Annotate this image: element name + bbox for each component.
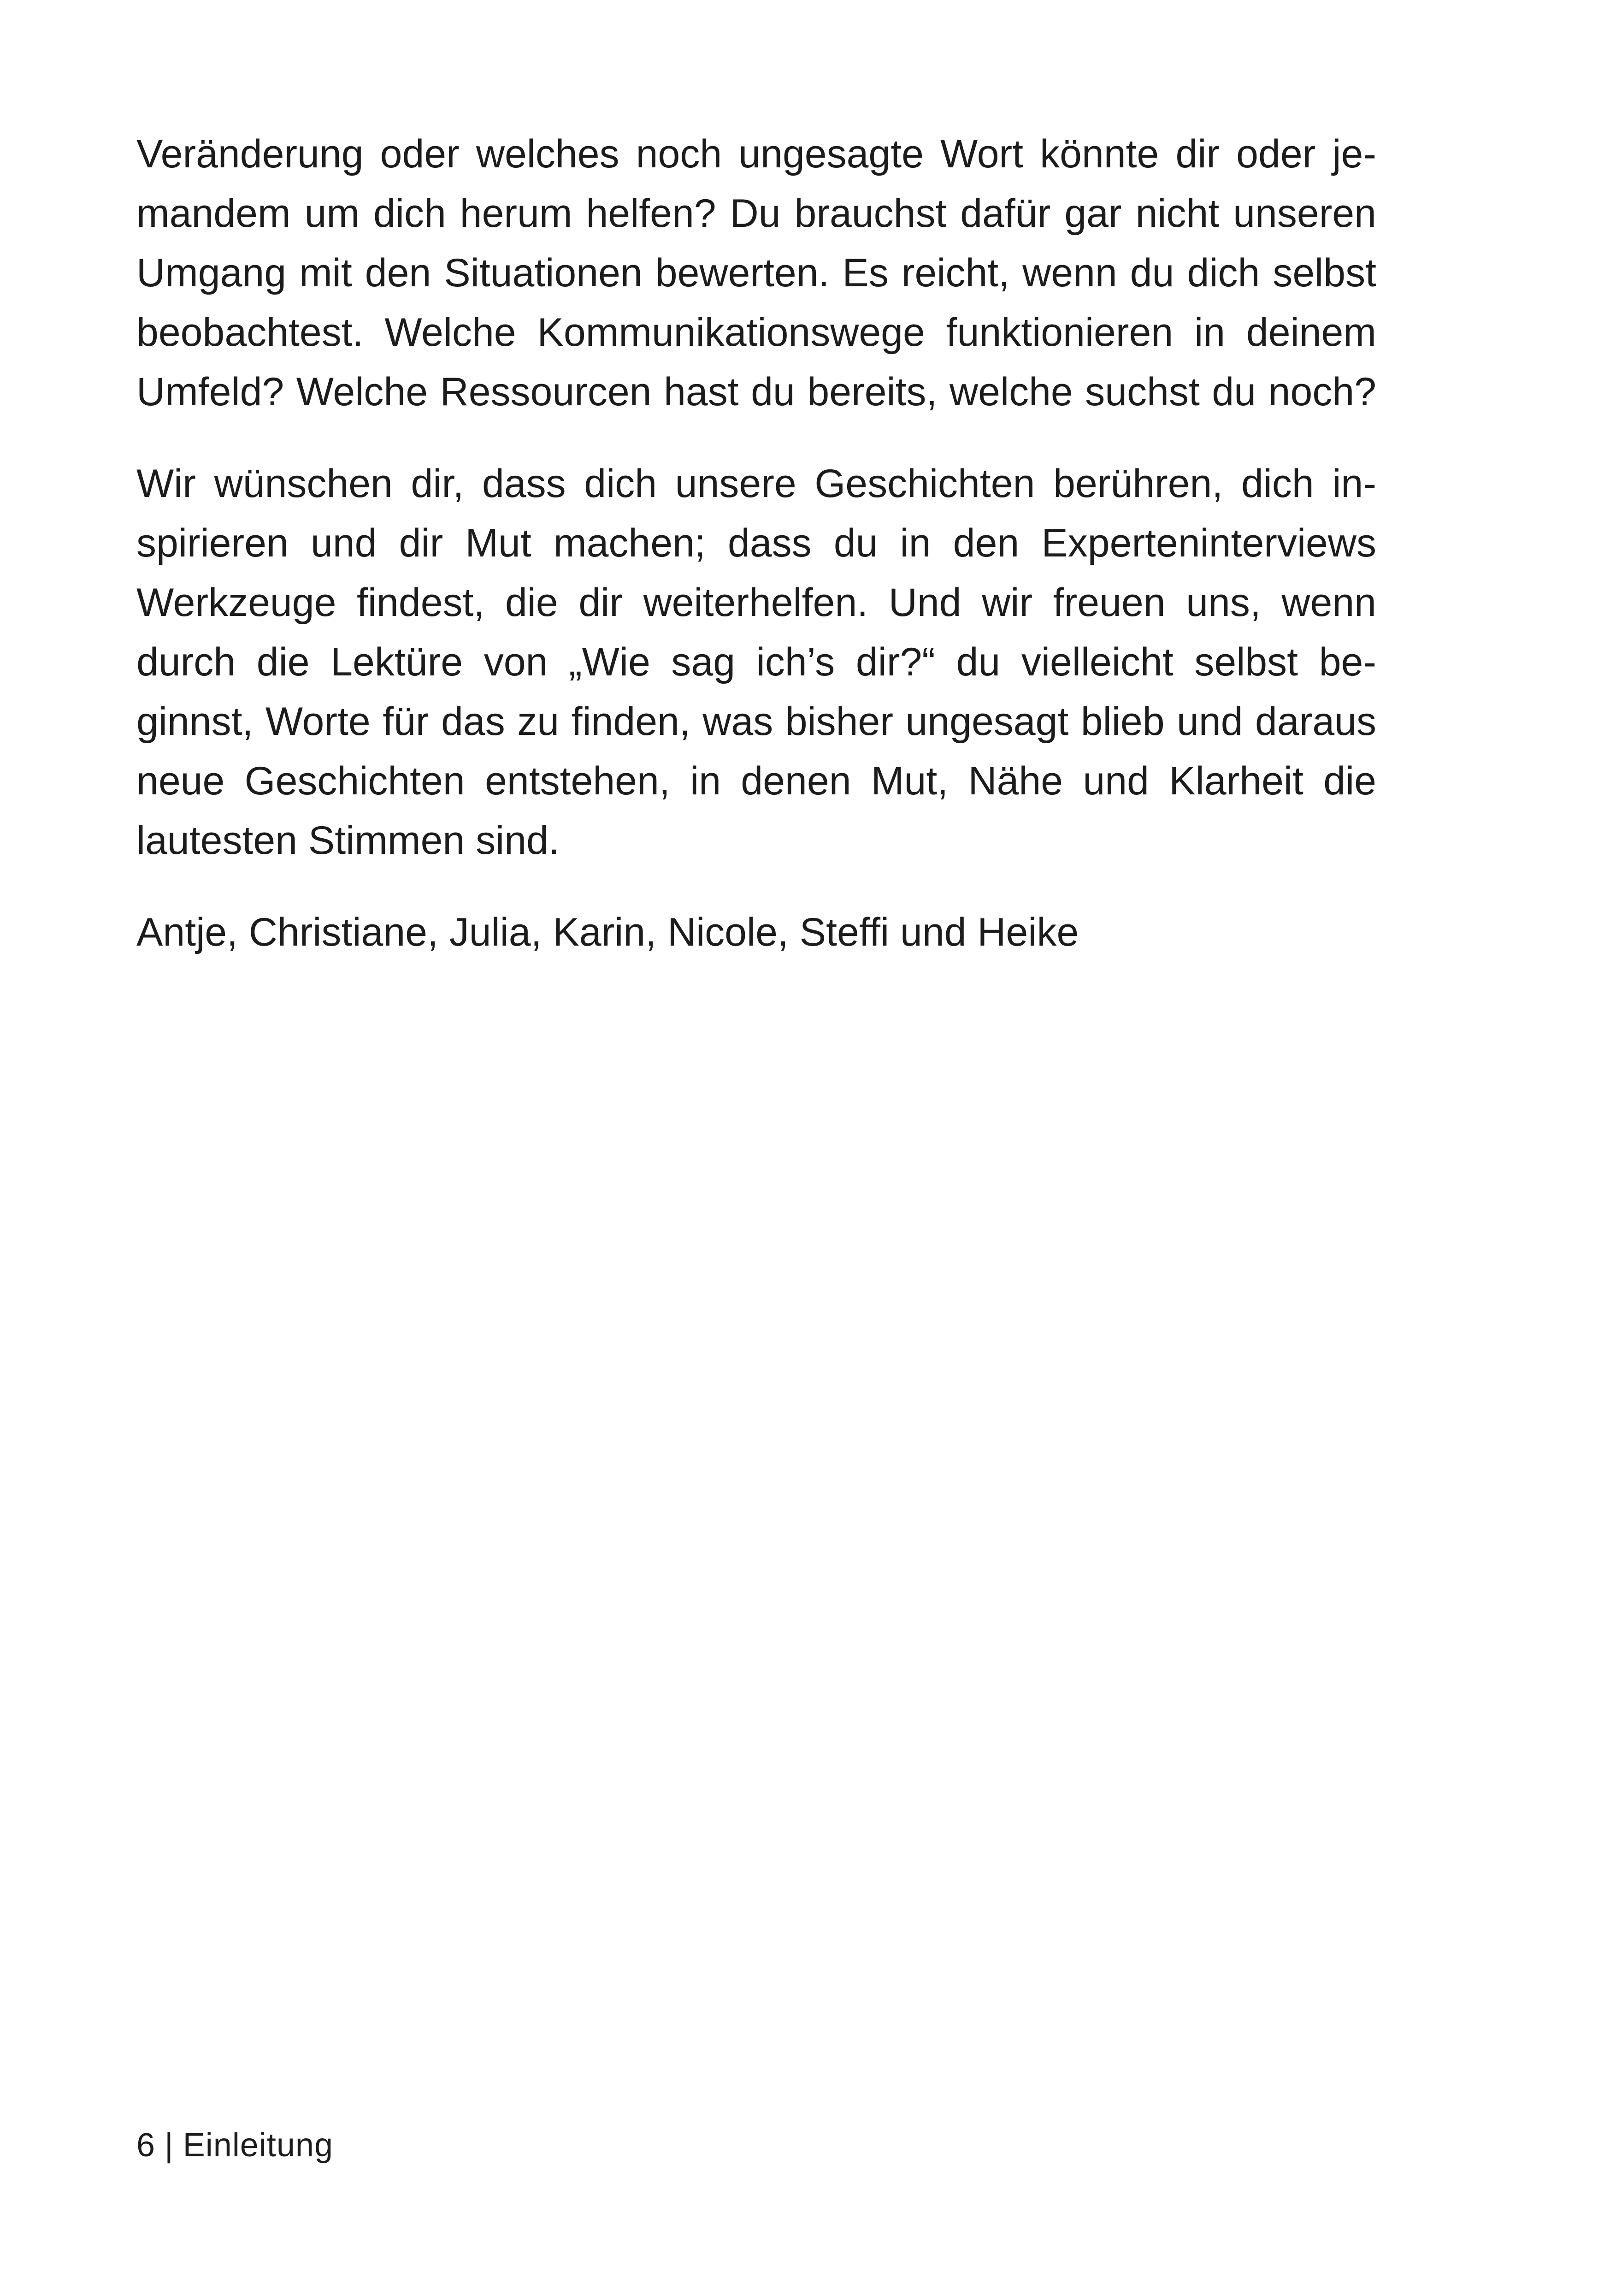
text-line: mandem um dich herum helfen? Du brauchst dafür gar nicht unseren xyxy=(136,191,1376,236)
text-line: Wir wünschen dir, dass dich unsere Geschichten berühren, dich in- xyxy=(136,462,1376,506)
text-line: lautesten Stimmen sind. xyxy=(136,818,560,863)
text-line: neue Geschichten entstehen, in denen Mut, Nähe und Klarheit die xyxy=(136,759,1376,803)
text-line: ginnst, Worte für das zu finden, was bisher ungesagt blieb und daraus xyxy=(136,699,1376,744)
page-number: 6 xyxy=(136,2127,156,2164)
footer-separator: | xyxy=(165,2127,174,2164)
text-line: Umfeld? Welche Ressourcen hast du bereits, welche suchst du noch? xyxy=(136,370,1376,414)
paragraph-2 xyxy=(136,454,1376,870)
text-line: Umgang mit den Situationen bewerten. Es reicht, wenn du dich selbst xyxy=(136,251,1376,295)
section-title: Einleitung xyxy=(183,2127,333,2164)
text-line: spirieren und dir Mut machen; dass du in den Experteninterviews xyxy=(136,521,1376,565)
text-line: durch die Lektüre von „Wie sag ich’s dir?“ du vielleicht selbst be- xyxy=(136,640,1376,684)
page-footer xyxy=(136,2124,333,2166)
text-line: Werkzeuge findest, die dir weiterhelfen. Und wir freuen uns, wenn xyxy=(136,580,1376,625)
text-line: beobachtest. Welche Kommunikationswege funktionieren in deinem xyxy=(136,310,1376,355)
signature: Antje, Christiane, Julia, Karin, Nicole, Steffi und Heike xyxy=(136,910,1079,954)
paragraph-1 xyxy=(136,124,1376,422)
body-text xyxy=(136,124,1376,994)
text-line: Veränderung oder welches noch ungesagte Wort könnte dir oder je- xyxy=(136,132,1376,176)
